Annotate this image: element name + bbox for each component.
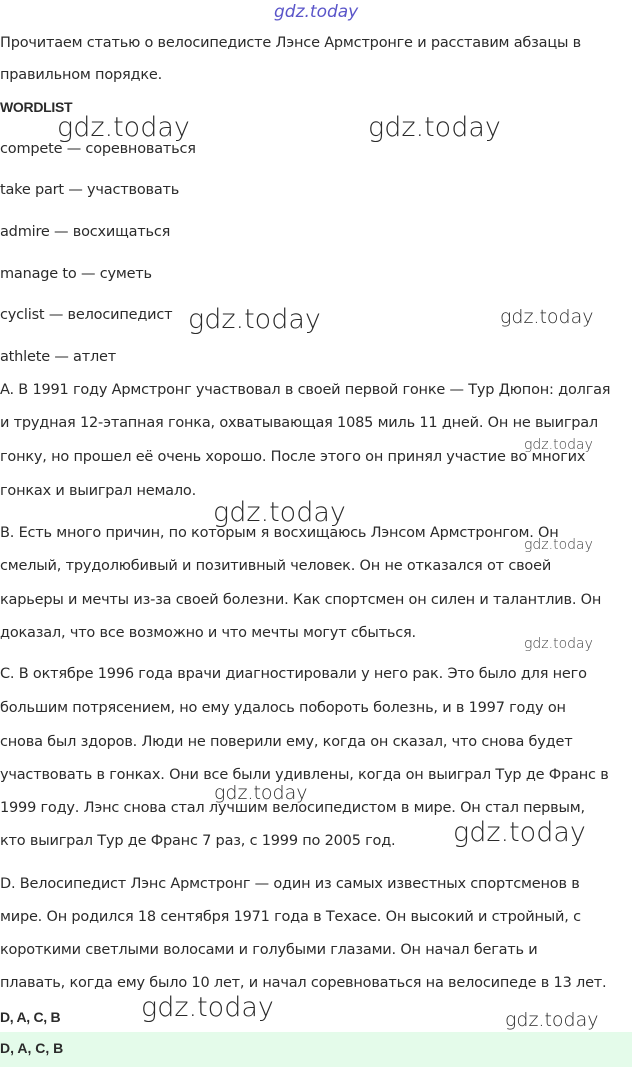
wordlist-heading: WORDLIST	[0, 99, 73, 115]
watermark: gdz.today	[188, 304, 321, 335]
paragraph-c-line: снова был здоров. Люди не поверили ему, когда он сказал, что снова будет	[0, 734, 573, 750]
watermark: gdz.today	[214, 782, 308, 804]
paragraph-a-line: и трудная 12-этапная гонка, охватывающая 1085 миль 11 дней. Он не выиграл	[0, 415, 598, 431]
wordlist-item: athlete — атлет	[0, 349, 117, 365]
paragraph-b-line: карьеры и мечты из-за своей болезни. Как спортсмен он силен и талантлив. Он	[0, 592, 602, 608]
watermark: gdz.today	[57, 112, 190, 143]
watermark: gdz.today	[213, 497, 346, 528]
paragraph-d-line: мире. Он родился 18 сентября 1971 года в Техасе. Он высокий и стройный, с	[0, 909, 581, 925]
paragraph-c-line: участвовать в гонках. Они все были удивлены, когда он выиграл Тур де Франс в	[0, 767, 609, 783]
wordlist-item: cyclist — велосипедист	[0, 307, 173, 323]
watermark: gdz.today	[500, 306, 594, 328]
wordlist-item: compete — соревноваться	[0, 141, 196, 157]
intro-line-1: Прочитаем статью о велосипедисте Лэнсе Армстронге и расставим абзацы в	[0, 35, 582, 51]
paragraph-a-line: гонках и выиграл немало.	[0, 483, 197, 499]
paragraph-b-line: смелый, трудолюбивый и позитивный человек. Он не отказался от своей	[0, 558, 552, 574]
watermark: gdz.today	[524, 437, 593, 453]
paragraph-a-line: A. В 1991 году Армстронг участвовал в своей первой гонке — Тур Дюпон: долгая	[0, 382, 611, 398]
watermark: gdz.today	[453, 817, 586, 848]
order-line: D, A, C, B	[0, 1009, 61, 1025]
paragraph-b-line: доказал, что все возможно и что мечты могут сбыться.	[0, 625, 416, 641]
watermark: gdz.today	[524, 537, 593, 553]
paragraph-c-line: C. В октябре 1996 года врачи диагностировали у него рак. Это было для него	[0, 666, 587, 682]
paragraph-a-line: гонку, но прошел её очень хорошо. После этого он принял участие во многих	[0, 449, 586, 465]
paragraph-d-line: плавать, когда ему было 10 лет, и начал соревноваться на велосипеде в 13 лет.	[0, 975, 607, 991]
answer-box	[0, 1032, 632, 1067]
watermark: gdz.today	[141, 992, 274, 1023]
paragraph-c-line: кто выиграл Тур де Франс 7 раз, с 1999 по 2005 год.	[0, 833, 396, 849]
answer-text: D, A, C, B	[0, 1040, 64, 1056]
watermark-top: gdz.today	[274, 2, 359, 22]
paragraph-d-line: D. Велосипедист Лэнс Армстронг — один из самых известных спортсменов в	[0, 876, 580, 892]
intro-line-2: правильном порядке.	[0, 67, 163, 83]
watermark: gdz.today	[524, 636, 593, 652]
wordlist-item: admire — восхищаться	[0, 224, 171, 240]
wordlist-item: take part — участвовать	[0, 182, 180, 198]
paragraph-d-line: короткими светлыми волосами и голубыми глазами. Он начал бегать и	[0, 942, 538, 958]
paragraph-c-line: большим потрясением, но ему удалось побороть болезнь, и в 1997 году он	[0, 700, 566, 716]
watermark: gdz.today	[505, 1009, 599, 1031]
wordlist-item: manage to — суметь	[0, 266, 152, 282]
watermark: gdz.today	[368, 112, 501, 143]
paragraph-b-line: B. Есть много причин, по которым я восхищаюсь Лэнсом Армстронгом. Он	[0, 525, 559, 541]
paragraph-c-line: 1999 году. Лэнс снова стал лучшим велосипедистом в мире. Он стал первым,	[0, 800, 585, 816]
